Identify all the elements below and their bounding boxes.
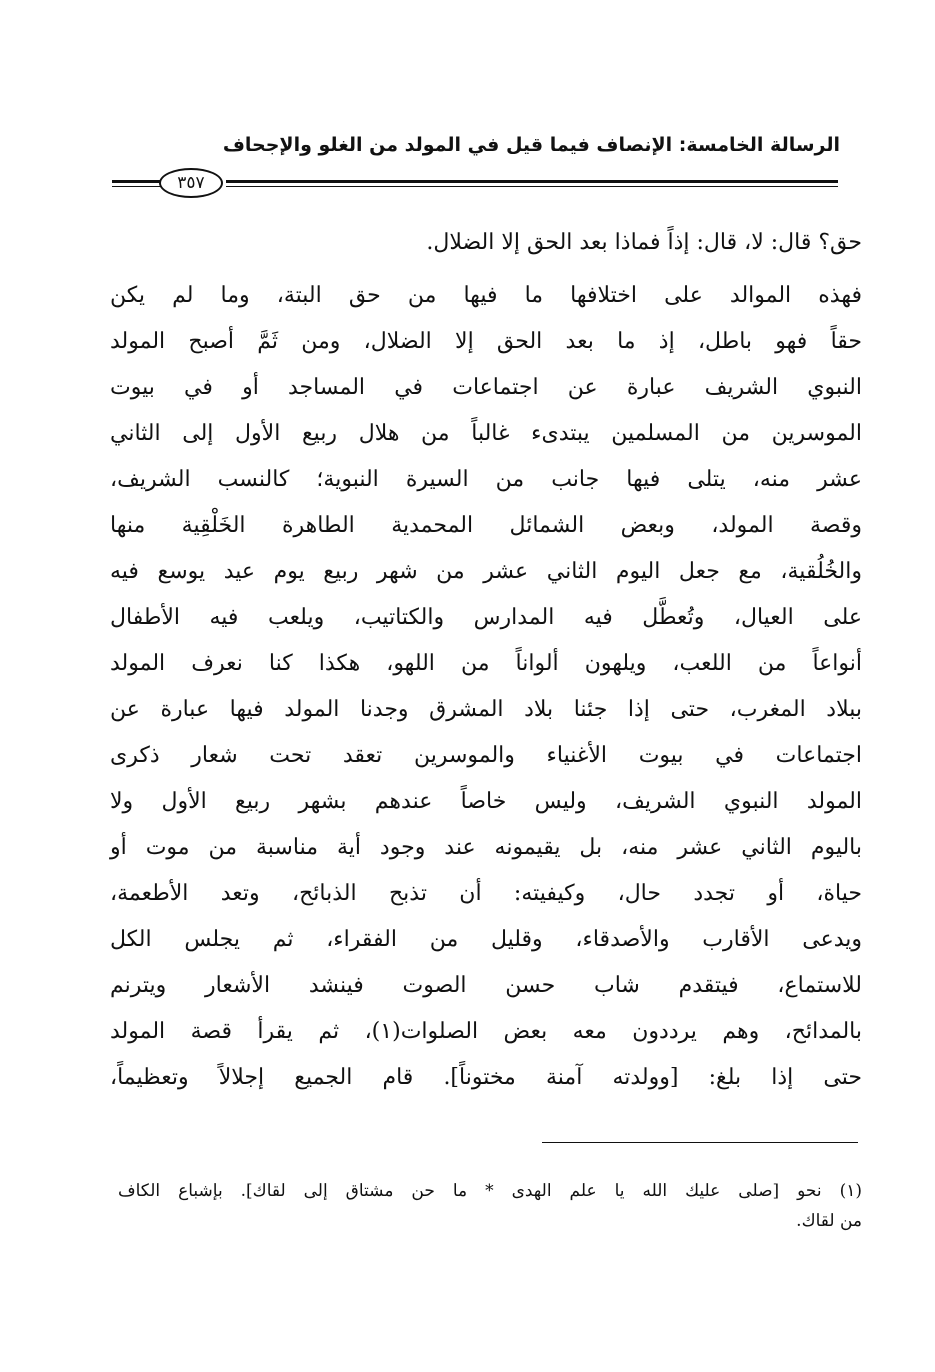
body-line: وقصة المولد، وبعض الشمائل المحمدية الطاهرة الخَلْقِية منها <box>110 513 862 538</box>
body-line: اجتماعات في بيوت الأغنياء والموسرين تعقد تحت شعار ذكرى <box>110 743 862 768</box>
body-line: أنواعاً من اللعب، ويلهون ألواناً من اللهو، هكذا كنا نعرف المولد <box>110 651 862 676</box>
body-line: ويدعى الأقارب والأصدقاء، وقليل من الفقراء، ثم يجلس الكل <box>110 927 862 952</box>
body-line: حياة، أو تجدد حال، وكيفيته: أن تذبح الذبائح، وتعد الأطعمة، <box>110 881 862 906</box>
body-line: فهذه الموالد على اختلافها ما فيها من حق البتة، وما لم يكن <box>110 283 862 308</box>
body-line: بالمدائح، وهم يرددون معه بعض الصلوات(١)، ثم يقرأ قصة المولد <box>110 1019 862 1044</box>
body-line: حقاً فهو باطل، إذ ما بعد الحق إلا الضلال، ومن ثَمَّ أصبح المولد <box>110 329 862 354</box>
paragraph-gap <box>110 266 862 273</box>
body-line: النبوي الشريف عبارة عن اجتماعات في المساجد أو في بيوت <box>110 375 862 400</box>
body-line: حق؟ قال: لا، قال: إذاً فماذا بعد الحق إلا الضلال. <box>426 230 862 255</box>
body-line: باليوم الثاني عشر منه، بل يقيمونه عند وجود أية مناسبة من موت أو <box>110 835 862 860</box>
body-line: ببلاد المغرب، حتى إذا جئنا بلاد المشرق وجدنا المولد فيها عبارة عن <box>110 697 862 722</box>
header-rule-left-thin <box>112 186 162 187</box>
footnote-line: من لقاك. <box>796 1211 862 1231</box>
header-rule-left <box>112 180 162 183</box>
footnote-line: (١) نحو [صلى عليك الله يا علم الهدى * ما حن مشتاق إلى لقاك]. بإشباع الكاف <box>118 1181 862 1201</box>
header-rule-right-thin <box>226 186 838 187</box>
header-rule-right <box>226 180 838 183</box>
body-text <box>110 220 862 1101</box>
page-number: ٣٥٧ <box>159 168 223 198</box>
body-line: على العيال، وتُعطَّل فيه المدارس والكتاتيب، ويلعب فيه الأطفال <box>110 605 862 630</box>
body-line: للاستماع، فيتقدم شاب حسن الصوت فينشد الأشعار ويترنم <box>110 973 862 998</box>
running-header-title: الرسالة الخامسة: الإنصاف فيما قيل في المولد من الغلو والإجحاف <box>222 134 840 156</box>
footnote-separator <box>542 1142 858 1143</box>
body-line: المولد النبوي الشريف، وليس خاصاً عندهم بشهر ربيع الأول ولا <box>110 789 862 814</box>
footnotes <box>118 1176 862 1236</box>
body-line: عشر منه، يتلى فيها جانب من السيرة النبوية؛ كالنسب الشريف، <box>110 467 862 492</box>
body-line: الموسرين من المسلمين يبتدىء غالباً من هلال ربيع الأول إلى الثاني <box>110 421 862 446</box>
body-line: حتى إذا بلغ: [وولدته آمنة مختوناً]. قام الجميع إجلالاً وتعظيماً، <box>110 1065 862 1090</box>
body-line: والخُلُقية، مع جعل اليوم الثاني عشر من شهر ربيع يوم عيد يوسع فيه <box>110 559 862 584</box>
